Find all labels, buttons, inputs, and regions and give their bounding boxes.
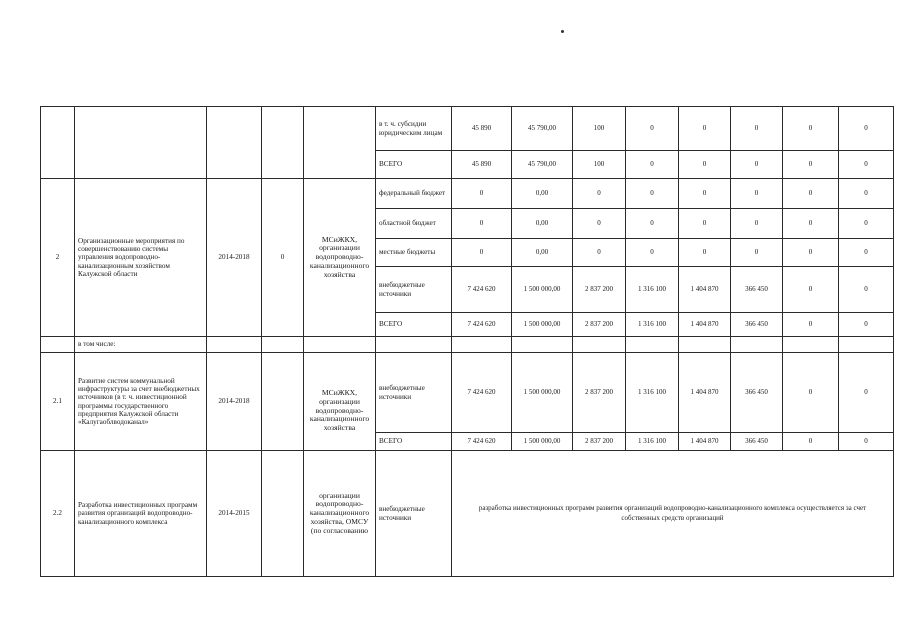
funding-source: в т. ч. субсидии юридическим лицам (376, 107, 452, 151)
value-cell: 1 500 000,00 (512, 313, 573, 337)
value-cell: 0 (731, 151, 783, 179)
item-name: Организационные мероприятия по совершенствованию системы управления водопроводно-канализационным хозяйством Калужской области (75, 179, 207, 337)
value-cell: 45 890 (452, 107, 512, 151)
table-row (41, 451, 894, 577)
value-cell: 1 500 000,00 (512, 353, 573, 433)
value-cell: 0 (839, 239, 894, 267)
value-cell: 7 424 620 (452, 353, 512, 433)
item-period: 2014-2018 (207, 353, 262, 451)
value-cell: 0 (452, 239, 512, 267)
value-cell: 1 404 870 (679, 267, 731, 313)
value-cell: 0 (679, 209, 731, 239)
value-cell: 0 (731, 239, 783, 267)
value-cell: 0 (452, 209, 512, 239)
value-cell: 0 (783, 179, 839, 209)
value-cell: 0 (839, 353, 894, 433)
value-cell: 0 (731, 209, 783, 239)
value-cell: 1 404 870 (679, 433, 731, 451)
value-cell: 0 (783, 151, 839, 179)
value-cell: 0 (839, 151, 894, 179)
value-cell: 0 (839, 313, 894, 337)
value-cell: 0 (573, 209, 626, 239)
funding-source: местные бюджеты (376, 239, 452, 267)
value-cell: 45 890 (452, 151, 512, 179)
value-cell: 0 (573, 239, 626, 267)
value-cell: 366 450 (731, 353, 783, 433)
value-cell: 366 450 (731, 433, 783, 451)
value-cell: 0 (679, 151, 731, 179)
value-cell: 0 (783, 267, 839, 313)
value-cell: 0 (783, 209, 839, 239)
table-row (41, 337, 894, 353)
value-cell: 0 (626, 239, 679, 267)
value-cell: 0 (573, 179, 626, 209)
item-number: 2.2 (41, 451, 75, 577)
value-cell: 2 837 200 (573, 353, 626, 433)
scan-speck (561, 30, 564, 33)
item-col4: 0 (262, 179, 304, 337)
value-cell: 1 404 870 (679, 313, 731, 337)
program-table (40, 106, 894, 577)
value-cell: 0 (783, 239, 839, 267)
value-cell: 0 (839, 179, 894, 209)
funding-source: ВСЕГО (376, 433, 452, 451)
value-cell: 2 837 200 (573, 433, 626, 451)
value-cell: 0 (839, 209, 894, 239)
item-period: 2014-2018 (207, 179, 262, 337)
value-cell: 366 450 (731, 313, 783, 337)
value-cell: 7 424 620 (452, 267, 512, 313)
value-cell: 1 316 100 (626, 353, 679, 433)
value-cell: 0 (783, 433, 839, 451)
item-period: 2014-2015 (207, 451, 262, 577)
item-responsible: организации водопроводно-канализационного хозяйства, ОМСУ (по согласованию (304, 451, 376, 577)
item-number: 2 (41, 179, 75, 337)
value-cell: 0,00 (512, 209, 573, 239)
value-cell: 0 (626, 107, 679, 151)
value-cell: 0,00 (512, 239, 573, 267)
value-cell: 366 450 (731, 267, 783, 313)
value-cell: 1 500 000,00 (512, 433, 573, 451)
value-cell: 0 (839, 433, 894, 451)
item-responsible: МСиЖКХ, организации водопроводно-канализационного хозяйства (304, 179, 376, 337)
value-cell: 0 (626, 151, 679, 179)
value-cell: 0 (783, 353, 839, 433)
item-number: 2.1 (41, 353, 75, 451)
value-cell: 0 (839, 107, 894, 151)
funding-source: областной бюджет (376, 209, 452, 239)
value-cell: 1 316 100 (626, 433, 679, 451)
funding-source: ВСЕГО (376, 151, 452, 179)
value-cell: 0 (452, 179, 512, 209)
value-cell: 1 316 100 (626, 267, 679, 313)
value-cell: 0 (731, 107, 783, 151)
value-cell: 0 (839, 267, 894, 313)
value-cell: 7 424 620 (452, 313, 512, 337)
funding-source: федеральный бюджет (376, 179, 452, 209)
value-cell: 7 424 620 (452, 433, 512, 451)
value-cell: 0 (679, 239, 731, 267)
value-cell: 0 (731, 179, 783, 209)
table-row (41, 107, 894, 151)
value-cell: 1 404 870 (679, 353, 731, 433)
value-cell: 100 (573, 107, 626, 151)
value-cell: 100 (573, 151, 626, 179)
value-cell: 2 837 200 (573, 313, 626, 337)
value-cell: 0,00 (512, 179, 573, 209)
value-cell: 1 500 000,00 (512, 267, 573, 313)
funding-note: разработка инвестиционных программ развития организаций водопроводно-канализационного комплекса осуществляется за счет собственных средств организаций (452, 451, 894, 577)
value-cell: 0 (626, 179, 679, 209)
value-cell: 0 (783, 313, 839, 337)
item-name: Разработка инвестиционных программ развития организаций водопроводно-канализационного комплекса (75, 451, 207, 577)
value-cell: 0 (679, 179, 731, 209)
value-cell: 45 790,00 (512, 151, 573, 179)
table-row (41, 179, 894, 209)
item-name: Развитие систем коммунальной инфраструктуры за счет внебюджетных источников (в т. ч. инвестиционной программы государственного предприятия Калужской области «Калугаоблводоканал» (75, 353, 207, 451)
value-cell: 0 (679, 107, 731, 151)
value-cell: 45 790,00 (512, 107, 573, 151)
table-row (41, 353, 894, 433)
value-cell: 0 (626, 209, 679, 239)
including-label: в том числе: (75, 337, 207, 353)
funding-source: ВСЕГО (376, 313, 452, 337)
item-responsible: МСиЖКХ, организации водопроводно-канализационного хозяйства (304, 353, 376, 451)
value-cell: 1 316 100 (626, 313, 679, 337)
value-cell: 0 (783, 107, 839, 151)
funding-source: внебюджетные источники (376, 451, 452, 577)
funding-source: внебюджетные источники (376, 267, 452, 313)
funding-source: внебюджетные источники (376, 353, 452, 433)
value-cell: 2 837 200 (573, 267, 626, 313)
